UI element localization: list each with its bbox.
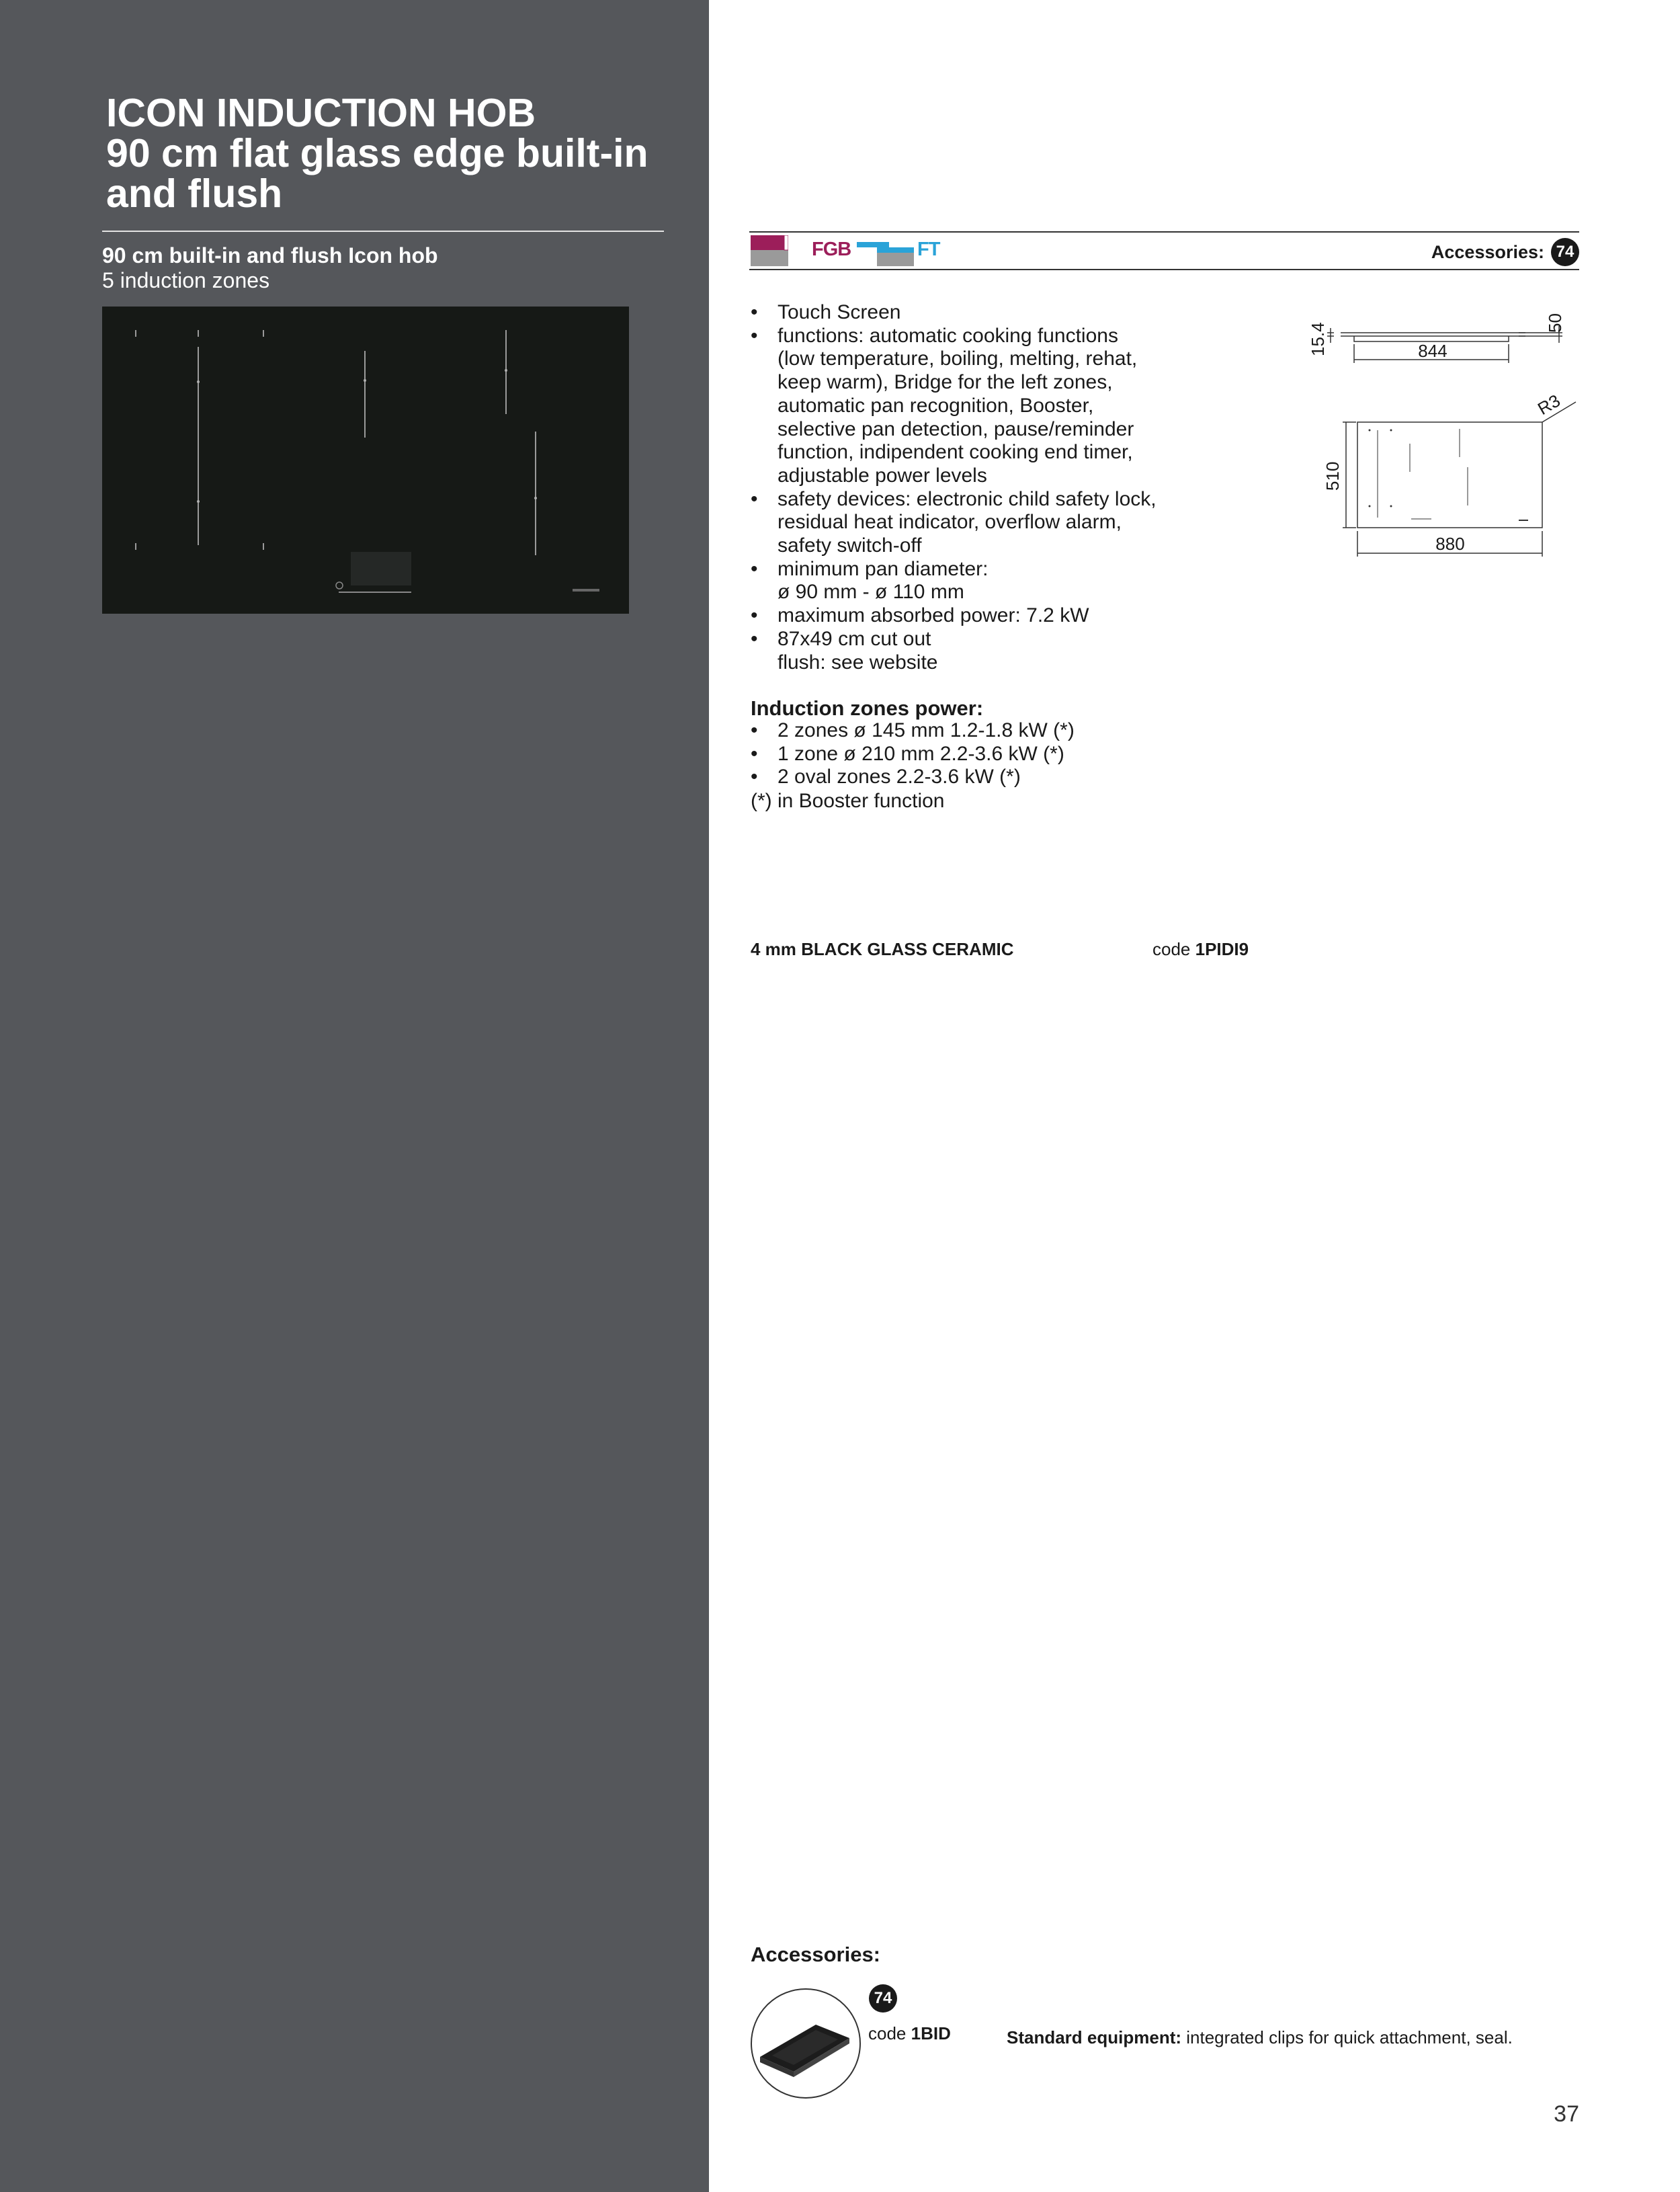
feature-line: function, indipendent cooking end timer, (778, 441, 1133, 464)
feature-item (751, 301, 1261, 325)
feature-line: • 87x49 cm cut out (778, 627, 931, 650)
accessory-badge[interactable]: 74 (869, 1984, 897, 2013)
feature-line: keep warm), Bridge for the left zones, (778, 371, 1113, 394)
fgb-small-label: 4 (778, 242, 785, 246)
hob-top-view-graphic (102, 307, 629, 614)
feature-line: flush: see website (778, 651, 938, 674)
dim-510: 510 (1322, 461, 1343, 491)
standard-equipment-text: integrated clips for quick attachment, seal. (1181, 2027, 1513, 2047)
title-line-2: 90 cm flat glass edge built-in (106, 131, 648, 175)
fgb-install-icon (751, 235, 788, 268)
product-subtitle (102, 243, 438, 293)
accessory-code (868, 2023, 951, 2044)
ft-label: FT (917, 239, 940, 260)
finish-label: 4 mm BLACK GLASS CERAMIC (751, 939, 1014, 959)
dim-50: 50 (1545, 313, 1565, 333)
feature-item (751, 488, 1261, 558)
zones-list (751, 719, 1075, 789)
page-title (106, 93, 684, 214)
frame-accessory-graphic (752, 1990, 859, 2097)
ft-install-icon (857, 242, 914, 266)
feature-item (751, 325, 1261, 488)
feature-line: • functions: automatic cooking functions (778, 324, 1118, 347)
fgb-label: FGB (812, 239, 851, 260)
zone-item: • 2 zones ø 145 mm 1.2-1.8 kW (*) (751, 719, 1075, 743)
feature-item (751, 558, 1261, 604)
feature-line: residual heat indicator, overflow alarm, (778, 511, 1122, 534)
dim-880: 880 (1435, 534, 1465, 554)
header-top-rule (749, 231, 1579, 233)
code-prefix: code (1152, 939, 1195, 959)
feature-line: adjustable power levels (778, 464, 987, 487)
accessory-code-value: 1BID (911, 2023, 951, 2043)
feature-line: • Touch Screen (778, 301, 901, 323)
feature-line: selective pan detection, pause/reminder (778, 417, 1134, 440)
page-number: 37 (1554, 2101, 1579, 2127)
accessory-image[interactable] (751, 1988, 861, 2099)
dimension-drawing (1304, 296, 1586, 571)
zone-item: • 2 oval zones 2.2-3.6 kW (*) (751, 766, 1075, 789)
subtitle-normal: 5 induction zones (102, 268, 270, 292)
dim-r3: R3 (1534, 390, 1564, 419)
feature-line: (low temperature, boiling, melting, rehat, (778, 348, 1138, 370)
feature-line: • maximum absorbed power: 7.2 kW (778, 604, 1089, 627)
subtitle-bold: 90 cm built-in and flush Icon hob (102, 243, 438, 268)
dim-15-4: 15.4 (1308, 322, 1328, 356)
product-code (1152, 939, 1249, 960)
feature-line: ø 90 mm - ø 110 mm (778, 581, 964, 604)
accessories-reference[interactable] (1431, 238, 1579, 266)
accessories-heading: Accessories: (751, 1943, 881, 1966)
feature-line: safety switch-off (778, 534, 922, 557)
zone-item: • 1 zone ø 210 mm 2.2-3.6 kW (*) (751, 743, 1075, 766)
dim-844: 844 (1418, 341, 1447, 361)
hob-product-image (102, 307, 629, 614)
zones-heading: Induction zones power: (751, 696, 984, 720)
feature-line: • minimum pan diameter: (778, 557, 989, 580)
sidebar-divider (102, 231, 664, 232)
standard-equipment (1007, 2027, 1513, 2048)
feature-line: automatic pan recognition, Booster, (778, 394, 1094, 417)
accessory-code-prefix: code (868, 2023, 911, 2043)
standard-equipment-label: Standard equipment: (1007, 2027, 1182, 2047)
feature-line: • safety devices: electronic child safety lock, (778, 487, 1157, 510)
feature-list (751, 301, 1261, 674)
accessories-ref-badge[interactable]: 74 (1551, 238, 1579, 266)
zones-note: (*) in Booster function (751, 790, 945, 812)
header-bottom-rule (749, 269, 1579, 270)
title-line-3: and flush (106, 171, 283, 216)
code-value: 1PIDI9 (1195, 939, 1249, 959)
accessories-ref-label: Accessories: (1431, 241, 1544, 262)
title-line-1: ICON INDUCTION HOB (106, 91, 536, 135)
feature-item (751, 604, 1261, 628)
feature-item (751, 628, 1261, 674)
